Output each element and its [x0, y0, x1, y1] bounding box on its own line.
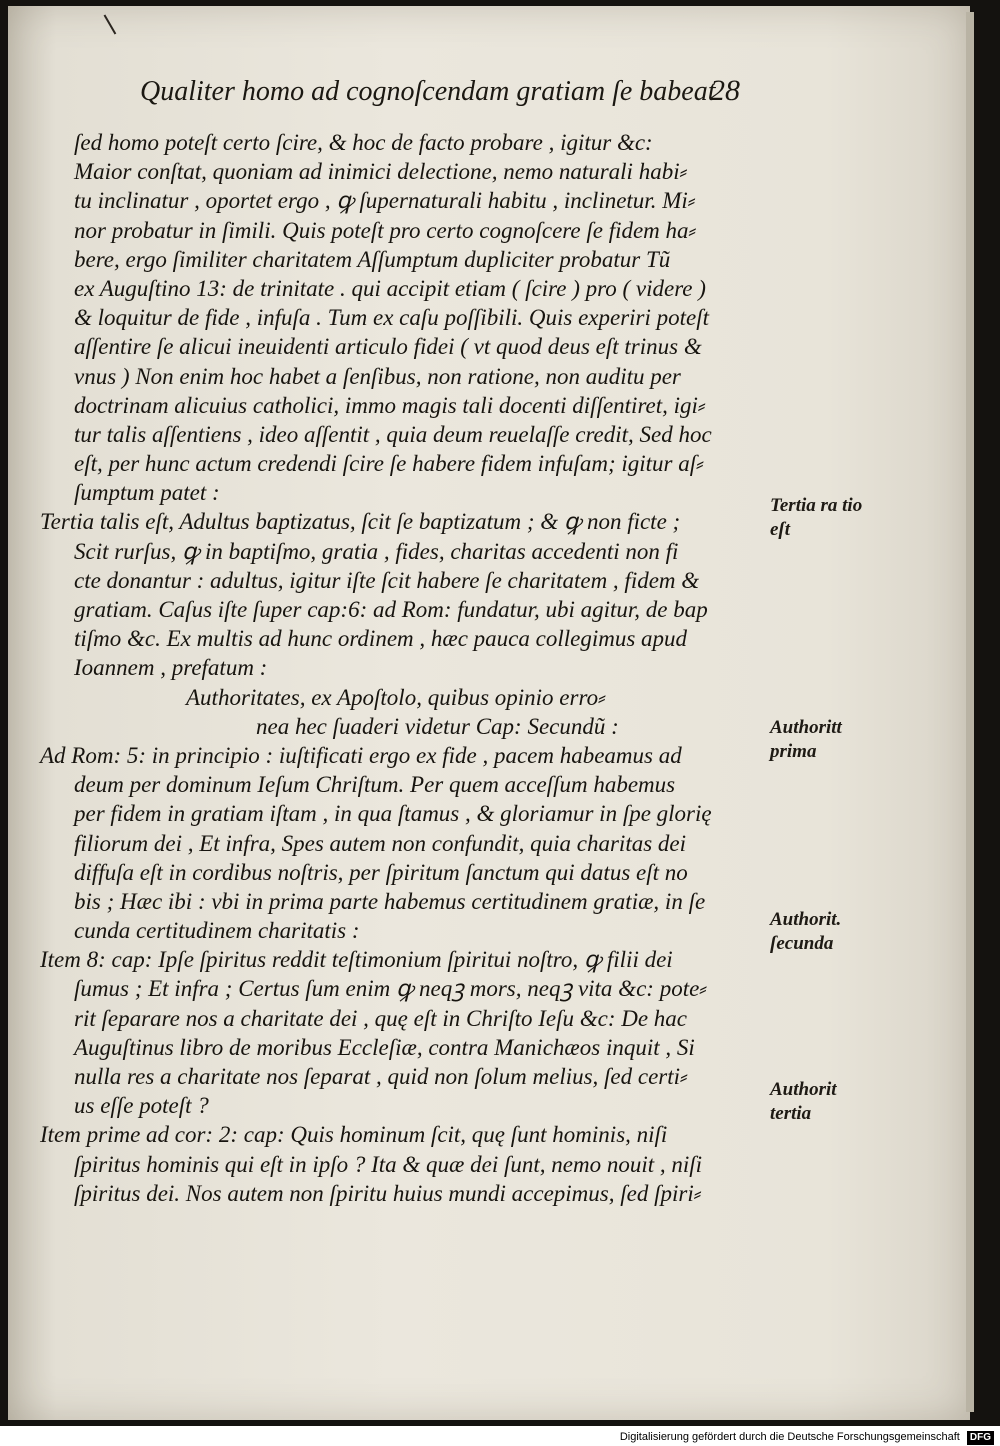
text-line: cunda certitudinem charitatis : [74, 918, 360, 944]
text-line: eſt, per hunc actum credendi ſcire ſe habere fidem infuſam; igitur aſ⸗ [74, 451, 704, 477]
text-line: bis ; Hæc ibi : vbi in prima parte habemus certitudinem gratiæ, in ſe [74, 888, 706, 914]
page-edge [966, 12, 974, 1412]
chapter-heading-line: Authoritates, ex Apoſtolo, quibus opinio erro⸗ [186, 684, 606, 710]
text-line: tu inclinatur , oportet ergo , ꝙ ſupernaturali habitu , inclinetur. Mi⸗ [74, 188, 696, 214]
page-number: 28 [710, 74, 740, 107]
text-line: ſpiritus dei. Nos autem non ſpiritu huius mundi accepimus, ſed ſpiri⸗ [74, 1180, 702, 1206]
text-line: Scit rurſus, ꝙ in baptiſmo, gratia , fides, charitas accedenti non fi [74, 538, 679, 564]
running-head [140, 72, 740, 116]
text-line: diffuſa eſt in cordibus noſtris, per ſpiritum ſanctum qui datus eſt no [74, 859, 688, 885]
margin-note: Tertia ra tio eſt [770, 495, 863, 540]
text-line: ſumus ; Et infra ; Certus ſum enim ꝙ neqꝫ mors, neqꝫ vita &c: pote⸗ [74, 976, 707, 1002]
text-line: ex Auguſtino 13: de trinitate . qui accipit etiam ( ſcire ) pro ( videre ) [74, 275, 706, 301]
margin-note: Authorit tertia [770, 1079, 837, 1124]
text-line: nulla res a charitate nos ſeparat , quid non ſolum melius, ſed certi⸗ [74, 1064, 688, 1089]
text-line: tiſmo &c. Ex multis ad hunc ordinem , hæc pauca collegimus apud [74, 626, 688, 652]
text-line: doctrinam alicuius catholici, immo magis tali docenti diſſentiret, igi⸗ [74, 392, 706, 418]
text-line: gratiam. Caſus iſte ſuper cap:6: ad Rom: fundatur, ubi agitur, de bap [74, 597, 708, 622]
text-line: & loquitur de fide , infuſa . Tum ex caſu poſſibili. Quis experiri poteſt [74, 305, 710, 331]
margin-note: Authoritt prima [770, 717, 842, 762]
text-line: ſumptum patet : [74, 480, 220, 506]
text-line: Auguſtinus libro de moribus Eccleſiæ, contra Manichæos inquit , Si [74, 1034, 695, 1060]
text-line: bere, ergo ſimiliter charitatem Aſſumptum dupliciter probatur Tũ [74, 246, 671, 272]
dfg-logo: DFG [967, 1431, 994, 1445]
text-line: cte donantur : adultus, igitur iſte ſcit habere ſe charitatem , fidem & [74, 567, 700, 593]
text-line: Item prime ad cor: 2: cap: Quis hominum ſcit, quę ſunt hominis, niſi [40, 1122, 668, 1148]
text-line: Tertia talis eſt, Adultus baptizatus, ſcit ſe baptizatum ; & ꝙ non ficte ; [40, 509, 681, 535]
text-line: Maior conſtat, quoniam ad inimici delectione, nemo naturali habi⸗ [74, 159, 688, 185]
text-line: tur talis aſſentiens , ideo aſſentit , quia deum reuelaſſe credit, Sed hoc [74, 421, 712, 447]
chapter-heading-line: nea hec ſuaderi videtur Cap: Secundũ : [256, 713, 619, 739]
text-line: rit ſeparare nos a charitate dei , quę eſt in Chriſto Ieſu &c: De hac [74, 1005, 688, 1031]
text-line: vnus ) Non enim hoc habet a ſenſibus, non ratione, non auditu per [74, 363, 681, 389]
text-line: aſſentire ſe alicui ineuidenti articulo fidei ( vt quod deus eſt trinus & [74, 334, 702, 360]
text-line: filiorum dei , Et infra, Spes autem non confundit, quia charitas dei [74, 830, 687, 856]
running-title: Qualiter homo ad cognoſcendam gratiam ſe babeat [140, 76, 716, 107]
credit-text: Digitalisierung gefördert durch die Deutsche Forschungsgemeinschaft [619, 1431, 960, 1443]
text-line: Item 8: cap: Ipſe ſpiritus reddit teſtimonium ſpiritui noſtro, ꝙ filii dei [40, 947, 673, 973]
text-line: nor probatur in ſimili. Quis poteſt pro certo cognoſcere ſe fidem ha⸗ [74, 217, 697, 243]
text-line: Ioannem , prefatum : [74, 655, 268, 681]
text-line: us eſſe poteſt ? [74, 1093, 209, 1119]
text-line: per fidem in gratiam iſtam , in qua ſtamus , & gloriamur in ſpe glorię [74, 801, 712, 827]
digitization-credit [600, 1428, 1000, 1446]
text-line: ſpiritus hominis qui eſt in ipſo ? Ita & quæ dei ſunt, nemo nouit , niſi [74, 1151, 703, 1177]
text-line: Ad Rom: 5: in principio : iuſtificati ergo ex fide , pacem habeamus ad [40, 742, 682, 768]
text-line: ſed homo poteſt certo ſcire, & hoc de facto probare , igitur &c: [74, 130, 653, 155]
margin-note: Authorit. ſecunda [770, 909, 842, 954]
main-text-block [40, 128, 770, 1208]
text-line: deum per dominum Ieſum Chriſtum. Per quem acceſſum habemus [74, 772, 676, 798]
